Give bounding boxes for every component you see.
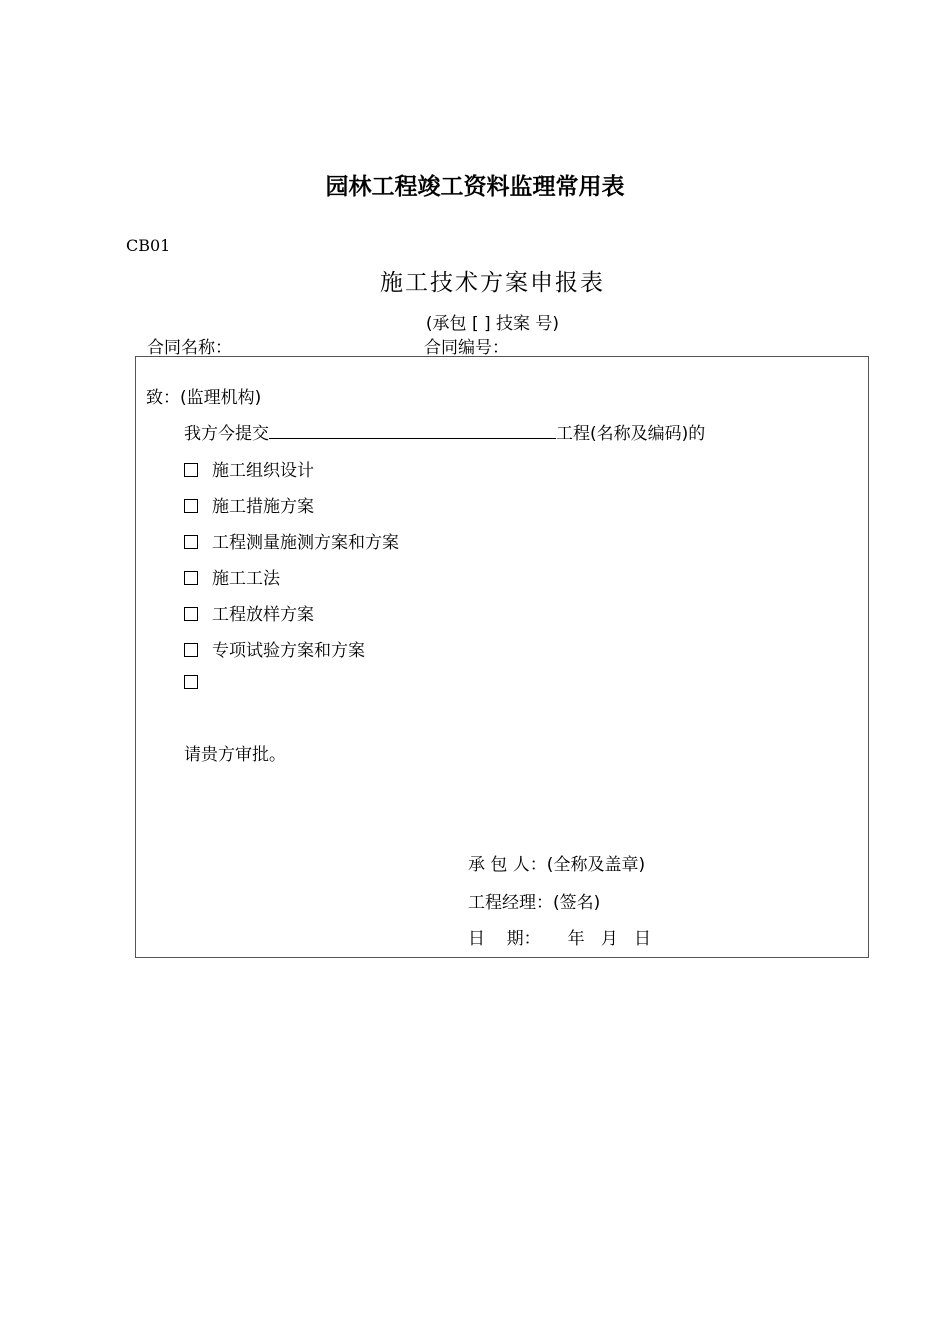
option-label: 施工组织设计 xyxy=(212,461,314,481)
contract-name-label: 合同名称： xyxy=(147,338,232,358)
option-label: 专项试验方案和方案 xyxy=(212,641,365,661)
option-construction-organization-design[interactable] xyxy=(184,456,314,481)
contract-no-label: 合同编号： xyxy=(424,338,509,358)
to-line: 致：(监理机构) xyxy=(146,388,262,408)
option-construction-method[interactable] xyxy=(184,564,280,589)
option-label: 工程测量施测方案和方案 xyxy=(212,533,399,553)
checkbox-icon[interactable] xyxy=(184,643,198,657)
option-special-test-plan[interactable] xyxy=(184,636,365,661)
checkbox-icon[interactable] xyxy=(184,675,198,689)
checkbox-icon[interactable] xyxy=(184,607,198,621)
option-staking-plan[interactable] xyxy=(184,600,314,625)
checkbox-icon[interactable] xyxy=(184,535,198,549)
manager-signature-line: 工程经理：(签名) xyxy=(468,893,601,913)
option-label: 施工措施方案 xyxy=(212,497,314,517)
project-name-blank[interactable] xyxy=(269,420,556,439)
date-line: 日 期： 年 月 日 xyxy=(468,929,652,949)
checkbox-icon[interactable] xyxy=(184,571,198,585)
option-other[interactable] xyxy=(184,673,212,693)
main-title: 园林工程竣工资料监理常用表 xyxy=(325,173,625,200)
form-subtitle: (承包 [ ] 技案 号) xyxy=(425,314,560,334)
checkbox-icon[interactable] xyxy=(184,499,198,513)
checkbox-icon[interactable] xyxy=(184,463,198,477)
option-label: 施工工法 xyxy=(212,569,280,589)
contractor-signature-line: 承 包 人：(全称及盖章) xyxy=(468,855,646,875)
option-label: 工程放样方案 xyxy=(212,605,314,625)
submit-line xyxy=(184,419,705,444)
option-survey-plan[interactable] xyxy=(184,528,399,553)
submit-prefix: 我方今提交 xyxy=(184,424,269,444)
form-title: 施工技术方案申报表 xyxy=(380,270,605,296)
submit-suffix: 工程(名称及编码)的 xyxy=(556,424,706,444)
request-text: 请贵方审批。 xyxy=(184,745,286,765)
option-construction-measures-plan[interactable] xyxy=(184,492,314,517)
form-code: CB01 xyxy=(126,236,171,255)
